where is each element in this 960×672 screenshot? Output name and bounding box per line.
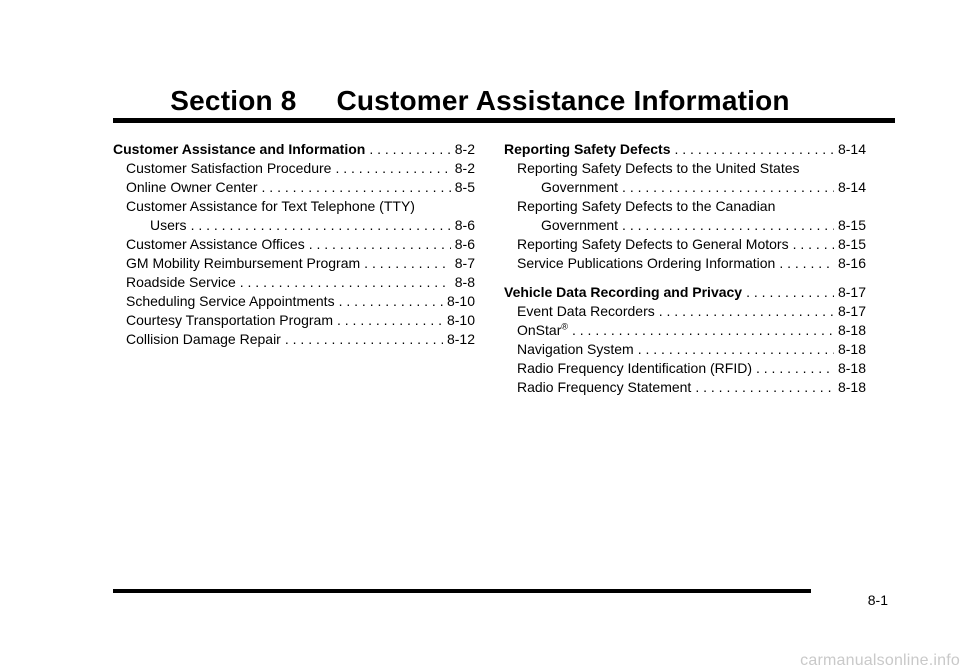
toc-page-number: 8-16 [837,255,866,271]
dot-leader [622,178,834,197]
toc-entry-title-text: Government [541,217,619,233]
toc-entry-title [517,302,655,321]
toc-entry-title-text: Government [541,179,619,195]
toc-column-right [504,140,866,397]
toc-entry-title [517,359,752,378]
toc-entry-title [504,140,670,159]
toc-entry-title-text: Customer Satisfaction Procedure [126,160,332,176]
dot-leader [638,340,834,359]
toc-heading[interactable] [504,283,866,302]
toc-page-number: 8-17 [837,284,866,300]
toc-entry-title-text: Event Data Recorders [517,303,655,319]
toc-heading[interactable] [504,140,866,159]
toc-entry[interactable] [113,216,475,235]
watermark[interactable]: carmanualsonline.info [800,652,960,669]
dot-leader [285,330,443,349]
toc-entry-title-text: OnStar [517,322,562,338]
toc-entry-title-text: Online Owner Center [126,179,258,195]
page-number: 8-1 [867,592,888,608]
toc-page-number: 8-6 [454,236,475,252]
toc-entry[interactable] [113,292,475,311]
toc-page-number: 8-12 [446,331,475,347]
toc-entry-title [113,140,365,159]
toc-entry[interactable] [504,235,866,254]
toc-entry-title-text: GM Mobility Reimbursement Program [126,255,361,271]
toc-entry-title [126,254,360,273]
dot-leader [240,273,451,292]
toc-heading[interactable] [113,140,475,159]
toc-page-number: 8-2 [454,160,475,176]
toc-entry-title-text: Navigation System [517,341,634,357]
toc-entry-title [517,254,775,273]
toc-entry-title [541,216,618,235]
toc-entry[interactable] [504,178,866,197]
toc-entry-title [126,159,331,178]
toc-entry-title-text: Users [150,217,187,233]
title-rule [113,118,895,123]
toc-entry[interactable] [504,254,866,273]
toc-page-number: 8-10 [446,293,475,309]
toc-entry[interactable] [113,254,475,273]
dot-leader [779,254,834,273]
toc-entry-title [126,235,305,254]
toc-page-number: 8-5 [454,179,475,195]
dot-leader [622,216,834,235]
toc-entry[interactable] [504,359,866,378]
toc-entry-title [126,311,333,330]
toc-entry[interactable] [504,321,866,340]
dot-leader [262,178,451,197]
toc-entry-title-text: Radio Frequency Statement [517,379,692,395]
dot-leader [337,311,443,330]
dot-leader [746,283,834,302]
toc-entry[interactable] [113,178,475,197]
dot-leader [335,159,450,178]
dot-leader [364,254,451,273]
toc-entry-title-text: Service Publications Ordering Information [517,255,776,271]
dot-leader [695,378,834,397]
toc-entry-title [126,292,335,311]
toc-page-number: 8-17 [837,303,866,319]
toc-page-number: 8-18 [837,322,866,338]
toc-entry-title [517,235,789,254]
dot-leader [659,302,834,321]
toc-column-left [113,140,475,349]
toc-entry-line: Customer Assistance for Text Telephone (TTY) [126,198,415,214]
toc-entry-title [517,321,568,340]
toc-entry-title-text: Customer Assistance Offices [126,236,305,252]
toc-entry-title-text: Reporting Safety Defects [504,141,671,157]
toc-page-number: 8-7 [454,255,475,271]
toc-page-number: 8-2 [454,141,475,157]
toc-entry[interactable] [504,340,866,359]
dot-leader [793,235,834,254]
toc-entry-title-text: Customer Assistance and Information [113,141,366,157]
dot-leader [309,235,451,254]
toc-entry[interactable] [113,330,475,349]
toc-entry-title-text: Reporting Safety Defects to General Motors [517,236,789,252]
toc-entry-title [517,378,691,397]
toc-entry-title [126,273,236,292]
toc-entry-title [126,178,258,197]
toc-page-number: 8-14 [837,141,866,157]
dot-leader [572,321,834,340]
dot-leader [674,140,833,159]
dot-leader [756,359,834,378]
toc-page-number: 8-6 [454,217,475,233]
toc-entry-title [504,283,742,302]
toc-entry[interactable] [504,216,866,235]
toc-page-number: 8-8 [454,274,475,290]
toc-entry-title-text: Collision Damage Repair [126,331,281,347]
toc-page-number: 8-15 [837,236,866,252]
toc-entry-line: Reporting Safety Defects to the Canadian [517,198,776,214]
dot-leader [191,216,451,235]
toc-entry-title-text: Radio Frequency Identification (RFID) [517,360,752,376]
toc-entry-title-text: Roadside Service [126,274,236,290]
toc-entry[interactable] [113,159,475,178]
toc-page-number: 8-18 [837,379,866,395]
toc-entry[interactable] [113,311,475,330]
toc-entry-title-text: Courtesy Transportation Program [126,312,333,328]
toc-page-number: 8-14 [837,179,866,195]
dot-leader [339,292,443,311]
toc-entry[interactable] [504,302,866,321]
toc-entry-title [541,178,618,197]
toc-page-number: 8-18 [837,360,866,376]
toc-entry[interactable] [113,273,475,292]
toc-entry[interactable] [504,378,866,397]
toc-entry-title-text: Vehicle Data Recording and Privacy [504,284,743,300]
dot-leader [369,140,450,159]
registered-mark: ® [561,321,568,332]
toc-entry-title-text: Scheduling Service Appointments [126,293,335,309]
toc-page-number: 8-18 [837,341,866,357]
page-title: Section 8 Customer Assistance Information [170,85,790,116]
toc-page-number: 8-15 [837,217,866,233]
toc-entry-title [517,340,634,359]
toc-entry-title [150,216,187,235]
toc-entry[interactable] [113,235,475,254]
footer-rule [113,589,811,593]
toc-entry-line: Reporting Safety Defects to the United States [517,160,800,176]
toc-entry-title [126,330,281,349]
toc-page-number: 8-10 [446,312,475,328]
